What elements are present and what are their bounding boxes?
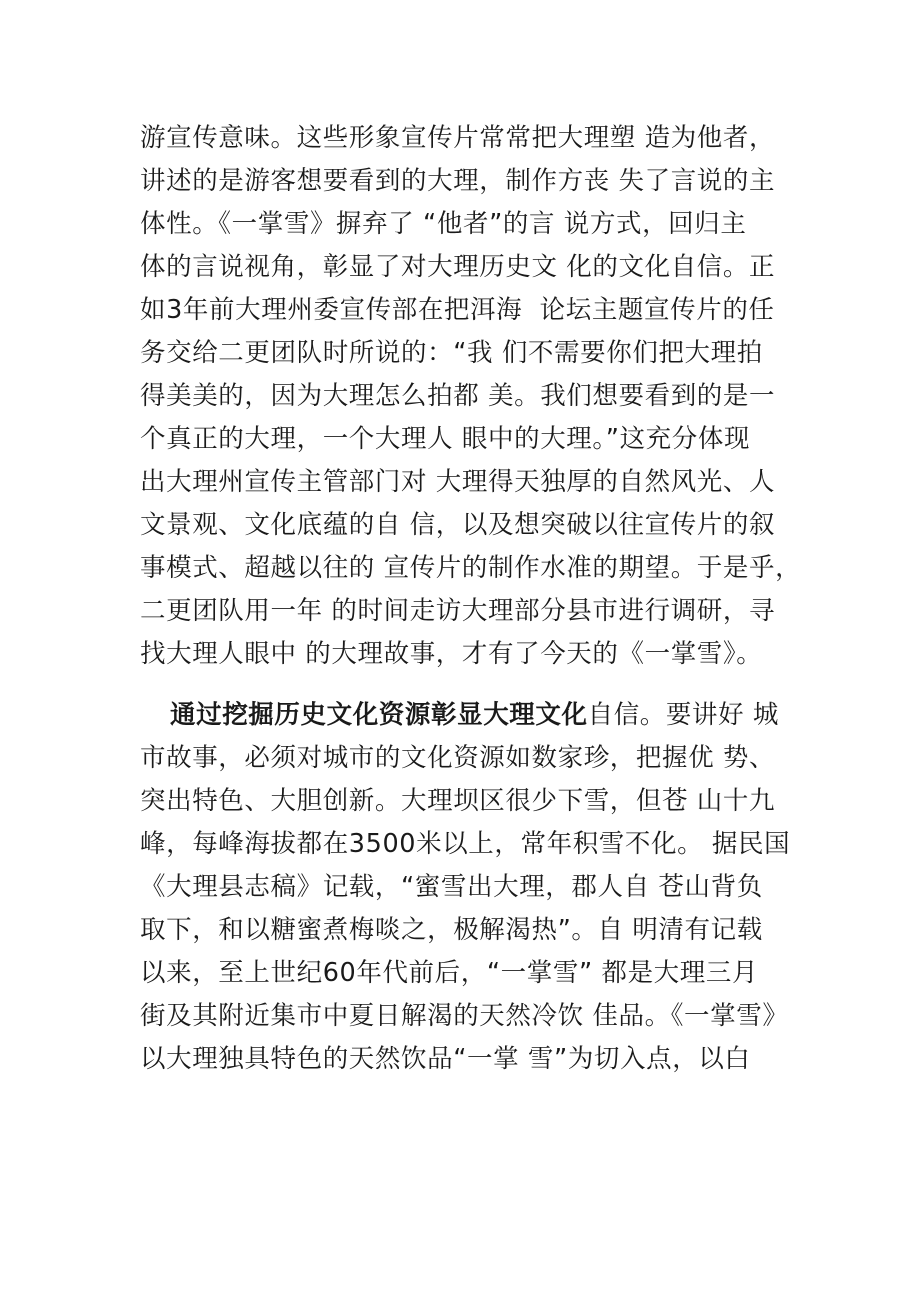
paragraph-line: 峰，每峰海拔都在3500米以上，常年积雪不化。 据民国: [140, 829, 791, 859]
paragraph-line: 突出特色、大胆创新。大理坝区很少下雪，但苍 山十九: [140, 786, 776, 816]
paragraph-line: 体的言说视角，彰显了对大理历史文 化的文化自信。正: [140, 252, 776, 282]
paragraph-line: 出大理州宣传主管部门对 大理得天独厚的自然风光、人: [140, 467, 776, 497]
paragraph-line: 如3年前大理州委宣传部在把洱海 论坛主题宣传片的任: [140, 295, 775, 325]
paragraph-line: 市故事，必须对城市的文化资源如数家珍，把握优 势、: [140, 743, 776, 773]
paragraph-line: 体性。《一掌雪》摒弃了 “他者”的言 说方式，回归主: [140, 209, 747, 239]
paragraph-line: 二更团队用一年 的时间走访大理部分县市进行调研，寻: [140, 596, 776, 626]
paragraph-line: 务交给二更团队时所说的：“我 们不需要你们把大理拍: [140, 338, 763, 368]
paragraph-line: 以来，至上世纪60年代前后，“一掌雪” 都是大理三月: [140, 958, 759, 988]
paragraph-line: 《大理县志稿》记载，“蜜雪出大理，郡人自 苍山背负: [140, 872, 763, 902]
paragraph-line: 事模式、超越以往的 宣传片的制作水准的期望。于是乎，: [140, 553, 802, 583]
paragraph-line: 游宣传意味。这些形象宣传片常常把大理塑 造为他者，: [140, 123, 776, 153]
paragraph-line: 找大理人眼中 的大理故事，才有了今天的《一掌雪》。: [140, 639, 763, 669]
paragraph-line: 讲述的是游客想要看到的大理，制作方丧 失了言说的主: [140, 166, 776, 196]
paragraph-heading-tail: 自信。要讲好 城: [587, 700, 780, 730]
paragraph-line: 个真正的大理，一个大理人 眼中的大理。”这充分体现: [140, 424, 751, 454]
paragraph-first-line: [170, 695, 850, 735]
paragraph-line: 取下，和以糖蜜煮梅啖之，极解渴热”。自 明清有记载: [140, 915, 763, 945]
paragraph-line: 文景观、文化底蕴的自 信，以及想突破以往宣传片的叙: [140, 510, 776, 540]
paragraph-line: 街及其附近集市中夏日解渴的天然冷饮 佳品。《一掌雪》: [140, 1001, 789, 1031]
paragraph-line: 得美美的，因为大理怎么拍都 美。我们想要看到的是一: [140, 381, 776, 411]
paragraph-heading: 通过挖掘历史文化资源彰显大理文化: [170, 700, 588, 730]
paragraph-line: 以大理独具特色的天然饮品“一掌 雪”为切入点，以白: [140, 1044, 751, 1074]
